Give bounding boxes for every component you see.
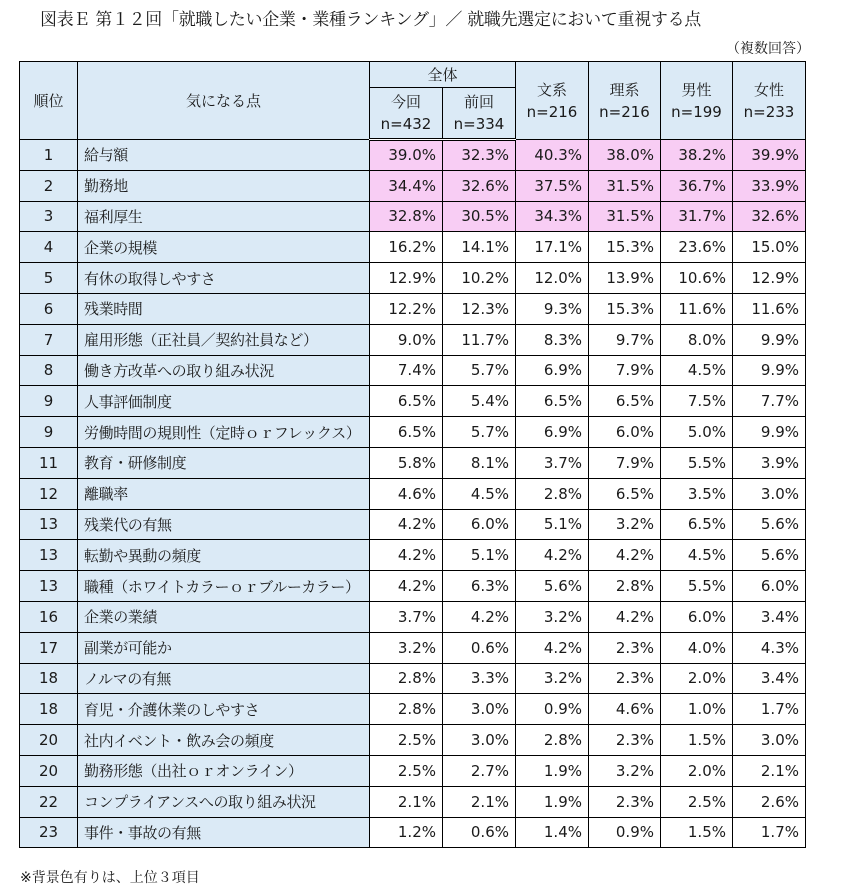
- item-cell: 勤務形態（出社ｏｒオンライン）: [78, 755, 370, 786]
- male-value-cell: 1.5%: [661, 817, 733, 848]
- female-value-cell: 1.7%: [733, 694, 806, 725]
- bunkei-value-cell: 40.3%: [516, 140, 589, 171]
- bunkei-value-cell: 2.8%: [516, 478, 589, 509]
- rikei-value-cell: 31.5%: [589, 170, 661, 201]
- item-cell: 残業時間: [78, 293, 370, 324]
- rikei-value-cell: 3.2%: [589, 755, 661, 786]
- header-bunkei: [516, 62, 589, 140]
- table-row: [20, 478, 806, 509]
- rank-cell: 16: [20, 601, 78, 632]
- bunkei-value-cell: 1.9%: [516, 786, 589, 817]
- previous-value-cell: 6.0%: [443, 509, 516, 540]
- item-cell: 育児・介護休業のしやすさ: [78, 694, 370, 725]
- male-value-cell: 5.5%: [661, 571, 733, 602]
- bunkei-value-cell: 5.1%: [516, 509, 589, 540]
- item-cell: 教育・研修制度: [78, 447, 370, 478]
- rank-cell: 13: [20, 509, 78, 540]
- previous-value-cell: 2.7%: [443, 755, 516, 786]
- rikei-value-cell: 9.7%: [589, 324, 661, 355]
- current-value-cell: 2.5%: [370, 725, 443, 756]
- table-row: [20, 170, 806, 201]
- header-previous-label: 前回: [463, 93, 494, 111]
- rank-cell: 6: [20, 293, 78, 324]
- rikei-value-cell: 2.3%: [589, 663, 661, 694]
- table-row: [20, 725, 806, 756]
- rank-cell: 23: [20, 817, 78, 848]
- bunkei-value-cell: 4.2%: [516, 632, 589, 663]
- female-value-cell: 5.6%: [733, 509, 806, 540]
- rank-cell: 5: [20, 263, 78, 294]
- previous-value-cell: 10.2%: [443, 263, 516, 294]
- item-cell: コンプライアンスへの取り組み状況: [78, 786, 370, 817]
- table-row: [20, 571, 806, 602]
- item-cell: 社内イベント・飲み会の頻度: [78, 725, 370, 756]
- header-current-n: n=432: [380, 115, 432, 133]
- current-value-cell: 3.7%: [370, 601, 443, 632]
- rikei-value-cell: 7.9%: [589, 447, 661, 478]
- rikei-value-cell: 4.2%: [589, 540, 661, 571]
- male-value-cell: 4.0%: [661, 632, 733, 663]
- male-value-cell: 4.5%: [661, 355, 733, 386]
- bunkei-value-cell: 1.9%: [516, 755, 589, 786]
- bunkei-value-cell: 0.9%: [516, 694, 589, 725]
- male-value-cell: 1.5%: [661, 725, 733, 756]
- female-value-cell: 2.6%: [733, 786, 806, 817]
- current-value-cell: 39.0%: [370, 140, 443, 171]
- female-value-cell: 6.0%: [733, 571, 806, 602]
- previous-value-cell: 0.6%: [443, 817, 516, 848]
- item-cell: 雇用形態（正社員／契約社員など）: [78, 324, 370, 355]
- header-item: 気になる点: [78, 62, 370, 140]
- header-rikei-label: 理系: [609, 80, 640, 99]
- item-cell: 離職率: [78, 478, 370, 509]
- header-previous: [443, 88, 516, 140]
- header-bunkei-label: 文系: [536, 80, 567, 99]
- bunkei-value-cell: 37.5%: [516, 170, 589, 201]
- table-row: [20, 232, 806, 263]
- bunkei-value-cell: 5.6%: [516, 571, 589, 602]
- rikei-value-cell: 15.3%: [589, 232, 661, 263]
- bunkei-value-cell: 3.2%: [516, 663, 589, 694]
- bunkei-value-cell: 3.2%: [516, 601, 589, 632]
- item-cell: 給与額: [78, 140, 370, 171]
- previous-value-cell: 0.6%: [443, 632, 516, 663]
- rank-cell: 20: [20, 725, 78, 756]
- female-value-cell: 33.9%: [733, 170, 806, 201]
- header-overall: 全体: [370, 62, 516, 88]
- previous-value-cell: 14.1%: [443, 232, 516, 263]
- current-value-cell: 5.8%: [370, 447, 443, 478]
- current-value-cell: 6.5%: [370, 386, 443, 417]
- header-female-n: n=233: [743, 102, 795, 121]
- female-value-cell: 39.9%: [733, 140, 806, 171]
- table-row: [20, 817, 806, 848]
- previous-value-cell: 11.7%: [443, 324, 516, 355]
- previous-value-cell: 5.1%: [443, 540, 516, 571]
- current-value-cell: 4.2%: [370, 571, 443, 602]
- rank-cell: 11: [20, 447, 78, 478]
- female-value-cell: 3.0%: [733, 478, 806, 509]
- item-cell: 働き方改革への取り組み状況: [78, 355, 370, 386]
- male-value-cell: 3.5%: [661, 478, 733, 509]
- bunkei-value-cell: 34.3%: [516, 201, 589, 232]
- rikei-value-cell: 2.3%: [589, 786, 661, 817]
- bunkei-value-cell: 4.2%: [516, 540, 589, 571]
- rank-cell: 17: [20, 632, 78, 663]
- rank-cell: 9: [20, 417, 78, 448]
- header-rikei-n: n=216: [599, 102, 650, 121]
- table-row: [20, 293, 806, 324]
- rikei-value-cell: 4.2%: [589, 601, 661, 632]
- female-value-cell: 15.0%: [733, 232, 806, 263]
- previous-value-cell: 5.4%: [443, 386, 516, 417]
- table-row: [20, 509, 806, 540]
- rank-cell: 2: [20, 170, 78, 201]
- previous-value-cell: 5.7%: [443, 355, 516, 386]
- header-male: [661, 62, 733, 140]
- current-value-cell: 1.2%: [370, 817, 443, 848]
- table-row: [20, 755, 806, 786]
- table-row: [20, 447, 806, 478]
- current-value-cell: 2.8%: [370, 663, 443, 694]
- previous-value-cell: 6.3%: [443, 571, 516, 602]
- male-value-cell: 5.5%: [661, 447, 733, 478]
- rikei-value-cell: 31.5%: [589, 201, 661, 232]
- current-value-cell: 32.8%: [370, 201, 443, 232]
- female-value-cell: 9.9%: [733, 417, 806, 448]
- female-value-cell: 3.9%: [733, 447, 806, 478]
- rank-cell: 20: [20, 755, 78, 786]
- table-row: [20, 663, 806, 694]
- bunkei-value-cell: 6.9%: [516, 355, 589, 386]
- item-cell: 人事評価制度: [78, 386, 370, 417]
- multiple-answer-note: （複数回答）: [726, 41, 810, 57]
- rikei-value-cell: 4.6%: [589, 694, 661, 725]
- header-female: [733, 62, 806, 140]
- item-cell: 副業が可能か: [78, 632, 370, 663]
- figure-title: 図表Ｅ 第１２回「就職したい企業・業種ランキング」／ 就職先選定において重視する点: [40, 10, 701, 30]
- previous-value-cell: 3.0%: [443, 694, 516, 725]
- female-value-cell: 9.9%: [733, 355, 806, 386]
- previous-value-cell: 12.3%: [443, 293, 516, 324]
- current-value-cell: 4.2%: [370, 509, 443, 540]
- female-value-cell: 5.6%: [733, 540, 806, 571]
- rank-cell: 3: [20, 201, 78, 232]
- item-cell: 残業代の有無: [78, 509, 370, 540]
- rank-cell: 1: [20, 140, 78, 171]
- male-value-cell: 2.0%: [661, 755, 733, 786]
- current-value-cell: 2.8%: [370, 694, 443, 725]
- header-female-label: 女性: [753, 80, 784, 99]
- bunkei-value-cell: 9.3%: [516, 293, 589, 324]
- current-value-cell: 12.2%: [370, 293, 443, 324]
- female-value-cell: 1.7%: [733, 817, 806, 848]
- bunkei-value-cell: 6.5%: [516, 386, 589, 417]
- previous-value-cell: 32.3%: [443, 140, 516, 171]
- rank-cell: 18: [20, 663, 78, 694]
- table-row: [20, 201, 806, 232]
- rikei-value-cell: 0.9%: [589, 817, 661, 848]
- rank-cell: 8: [20, 355, 78, 386]
- male-value-cell: 2.0%: [661, 663, 733, 694]
- rank-cell: 4: [20, 232, 78, 263]
- rikei-value-cell: 13.9%: [589, 263, 661, 294]
- previous-value-cell: 4.2%: [443, 601, 516, 632]
- rank-cell: 22: [20, 786, 78, 817]
- item-cell: 職種（ホワイトカラーｏｒブルーカラー）: [78, 571, 370, 602]
- rank-cell: 7: [20, 324, 78, 355]
- current-value-cell: 6.5%: [370, 417, 443, 448]
- header-rikei: [589, 62, 661, 140]
- rank-cell: 18: [20, 694, 78, 725]
- header-male-n: n=199: [671, 102, 722, 121]
- rikei-value-cell: 15.3%: [589, 293, 661, 324]
- bunkei-value-cell: 1.4%: [516, 817, 589, 848]
- male-value-cell: 7.5%: [661, 386, 733, 417]
- male-value-cell: 11.6%: [661, 293, 733, 324]
- previous-value-cell: 4.5%: [443, 478, 516, 509]
- bunkei-value-cell: 2.8%: [516, 725, 589, 756]
- female-value-cell: 32.6%: [733, 201, 806, 232]
- rank-cell: 13: [20, 571, 78, 602]
- previous-value-cell: 30.5%: [443, 201, 516, 232]
- bunkei-value-cell: 17.1%: [516, 232, 589, 263]
- rikei-value-cell: 6.5%: [589, 478, 661, 509]
- item-cell: 有休の取得しやすさ: [78, 263, 370, 294]
- female-value-cell: 2.1%: [733, 755, 806, 786]
- male-value-cell: 23.6%: [661, 232, 733, 263]
- previous-value-cell: 3.0%: [443, 725, 516, 756]
- bunkei-value-cell: 6.9%: [516, 417, 589, 448]
- female-value-cell: 3.4%: [733, 601, 806, 632]
- current-value-cell: 34.4%: [370, 170, 443, 201]
- table-row: [20, 632, 806, 663]
- table-body: [20, 140, 806, 848]
- male-value-cell: 4.5%: [661, 540, 733, 571]
- table-row: [20, 324, 806, 355]
- female-value-cell: 9.9%: [733, 324, 806, 355]
- rikei-value-cell: 2.8%: [589, 571, 661, 602]
- table-row: [20, 355, 806, 386]
- rank-cell: 9: [20, 386, 78, 417]
- item-cell: 企業の規模: [78, 232, 370, 263]
- current-value-cell: 3.2%: [370, 632, 443, 663]
- table-row: [20, 694, 806, 725]
- item-cell: 企業の業績: [78, 601, 370, 632]
- table-row: [20, 786, 806, 817]
- current-value-cell: 12.9%: [370, 263, 443, 294]
- male-value-cell: 31.7%: [661, 201, 733, 232]
- item-cell: 福利厚生: [78, 201, 370, 232]
- rikei-value-cell: 6.5%: [589, 386, 661, 417]
- current-value-cell: 9.0%: [370, 324, 443, 355]
- previous-value-cell: 5.7%: [443, 417, 516, 448]
- footnote: ※背景色有りは、上位３項目: [20, 870, 200, 886]
- rikei-value-cell: 2.3%: [589, 725, 661, 756]
- bunkei-value-cell: 8.3%: [516, 324, 589, 355]
- bunkei-value-cell: 12.0%: [516, 263, 589, 294]
- table-row: [20, 417, 806, 448]
- female-value-cell: 11.6%: [733, 293, 806, 324]
- rikei-value-cell: 3.2%: [589, 509, 661, 540]
- previous-value-cell: 2.1%: [443, 786, 516, 817]
- rank-cell: 12: [20, 478, 78, 509]
- current-value-cell: 2.1%: [370, 786, 443, 817]
- rikei-value-cell: 38.0%: [589, 140, 661, 171]
- rank-cell: 13: [20, 540, 78, 571]
- header-bunkei-n: n=216: [526, 102, 578, 121]
- rikei-value-cell: 2.3%: [589, 632, 661, 663]
- item-cell: 事件・事故の有無: [78, 817, 370, 848]
- male-value-cell: 8.0%: [661, 324, 733, 355]
- bunkei-value-cell: 3.7%: [516, 447, 589, 478]
- current-value-cell: 4.2%: [370, 540, 443, 571]
- header-current: [370, 88, 443, 140]
- male-value-cell: 2.5%: [661, 786, 733, 817]
- current-value-cell: 16.2%: [370, 232, 443, 263]
- rikei-value-cell: 6.0%: [589, 417, 661, 448]
- male-value-cell: 5.0%: [661, 417, 733, 448]
- table-row: [20, 601, 806, 632]
- male-value-cell: 6.5%: [661, 509, 733, 540]
- current-value-cell: 2.5%: [370, 755, 443, 786]
- female-value-cell: 4.3%: [733, 632, 806, 663]
- ranking-table: [19, 61, 806, 848]
- male-value-cell: 36.7%: [661, 170, 733, 201]
- previous-value-cell: 8.1%: [443, 447, 516, 478]
- item-cell: 労働時間の規則性（定時ｏｒフレックス）: [78, 417, 370, 448]
- header-current-label: 今回: [390, 93, 421, 111]
- female-value-cell: 7.7%: [733, 386, 806, 417]
- female-value-cell: 3.0%: [733, 725, 806, 756]
- header-rank: 順位: [20, 62, 78, 140]
- item-cell: 勤務地: [78, 170, 370, 201]
- table-row: [20, 140, 806, 171]
- table-row: [20, 540, 806, 571]
- male-value-cell: 1.0%: [661, 694, 733, 725]
- item-cell: ノルマの有無: [78, 663, 370, 694]
- current-value-cell: 4.6%: [370, 478, 443, 509]
- table-row: [20, 386, 806, 417]
- male-value-cell: 6.0%: [661, 601, 733, 632]
- previous-value-cell: 32.6%: [443, 170, 516, 201]
- female-value-cell: 3.4%: [733, 663, 806, 694]
- rikei-value-cell: 7.9%: [589, 355, 661, 386]
- current-value-cell: 7.4%: [370, 355, 443, 386]
- female-value-cell: 12.9%: [733, 263, 806, 294]
- item-cell: 転勤や異動の頻度: [78, 540, 370, 571]
- male-value-cell: 10.6%: [661, 263, 733, 294]
- previous-value-cell: 3.3%: [443, 663, 516, 694]
- table-row: [20, 263, 806, 294]
- header-male-label: 男性: [681, 80, 712, 99]
- header-previous-n: n=334: [453, 115, 505, 133]
- male-value-cell: 38.2%: [661, 140, 733, 171]
